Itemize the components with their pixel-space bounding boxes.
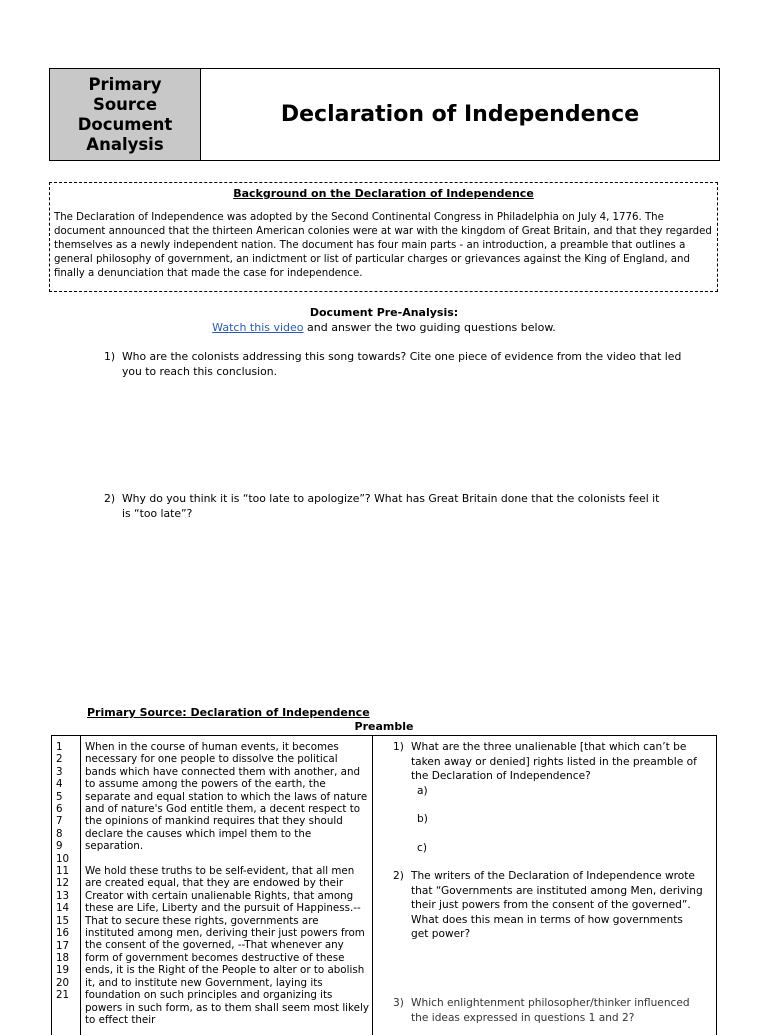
preamble-table xyxy=(51,735,717,1035)
pre-question-1 xyxy=(104,349,684,379)
section-title: Preamble xyxy=(354,720,414,733)
preamble-questions xyxy=(373,736,716,1035)
pre-analysis-title: Document Pre-Analysis: xyxy=(309,306,459,319)
line-number: 8 xyxy=(56,827,63,840)
line-number: 4 xyxy=(56,778,63,791)
document-header xyxy=(49,68,720,161)
line-number: 6 xyxy=(56,803,63,816)
line-number: 15 xyxy=(56,914,70,927)
question-text: The writers of the Declaration of Independence wrote that “Governments are instituted among Men, deriving their just powers from the consent of the governed”. What does this mean in terms of how governments get power? xyxy=(411,870,703,941)
line-number: 18 xyxy=(56,951,70,964)
line-number: 20 xyxy=(56,976,70,989)
line-number: 7 xyxy=(56,815,63,828)
question-text: Who are the colonists addressing this song towards? Cite one piece of evidence from the video that led you to reach this conclusion. xyxy=(122,350,682,378)
question-number: 1) xyxy=(393,741,404,753)
line-number: 21 xyxy=(56,989,70,1002)
line-number: 19 xyxy=(56,964,70,977)
preamble-question-3 xyxy=(393,996,703,1025)
question-number: 2) xyxy=(393,870,404,882)
video-link[interactable]: Watch this video xyxy=(212,321,304,334)
line-number: 3 xyxy=(56,765,63,778)
line-numbers xyxy=(52,736,81,1035)
preamble-question-2 xyxy=(393,869,703,942)
instructions-text: and answer the two guiding questions below. xyxy=(303,321,556,334)
line-number: 1 xyxy=(56,741,63,753)
primary-source-title: Primary Source: Declaration of Independence xyxy=(87,706,370,719)
question-number: 3) xyxy=(393,997,404,1009)
header-label: Primary Source Document Analysis xyxy=(50,69,201,160)
pre-analysis-instructions xyxy=(0,321,768,334)
background-title: Background on the Declaration of Independence xyxy=(233,187,534,200)
line-number: 10 xyxy=(56,852,70,865)
pre-question-2 xyxy=(104,491,664,521)
preamble-question-1 xyxy=(393,740,703,856)
line-number: 9 xyxy=(56,840,63,853)
question-text: Which enlightenment philosopher/thinker influenced the ideas expressed in questions 1 and 2? xyxy=(411,997,690,1024)
background-box xyxy=(49,182,718,292)
line-number: 2 xyxy=(56,753,63,766)
line-number: 16 xyxy=(56,927,70,940)
line-number: 12 xyxy=(56,877,70,890)
line-number: 11 xyxy=(56,865,70,878)
answer-a-label: a) xyxy=(417,784,428,797)
line-number: 13 xyxy=(56,889,70,902)
document-title: Declaration of Independence xyxy=(280,102,640,127)
answer-c-label: c) xyxy=(417,841,427,854)
preamble-text xyxy=(81,736,373,1035)
question-text: What are the three unalienable [that which can’t be taken away or denied] rights listed in the preamble of the Declaration of Independence? xyxy=(411,741,697,783)
preamble-paragraph-2: We hold these truths to be self-evident, that all men are created equal, that they are endowed by their Creator with certain unalienable Rights, that among these are Life, Liberty and the pursuit of Happiness.--That to secure these rights, governments are instituted among men, deriving their just powers from the consent of the governed, --That whenever any form of government becomes destructive of these ends, it is the Right of the People to alter or to abolish it, and to institute new Government, laying its foundation on such principles and organizing its powers in such form, as to them shall seem most likely to effect their xyxy=(85,865,369,1026)
question-number: 2) xyxy=(104,492,116,505)
background-text: The Declaration of Independence was adopted by the Second Continental Congress in Philadelphia on July 4, 1776. The document announced that the thirteen American colonies were at war with the kingdom of Great Britain, and that they regarded themselves as a newly independent nation. The document has four main parts - an introduction, a preamble that outlines a general philosophy of government, an indictment or list of particular charges or grievances against the King of England, and finally a denunciation that made the case for independence. xyxy=(54,212,712,279)
question-text: Why do you think it is “too late to apologize”? What has Great Britain done that the colonists feel it is “too late”? xyxy=(122,492,660,520)
question-number: 1) xyxy=(104,350,116,363)
line-number: 14 xyxy=(56,902,70,915)
line-number: 5 xyxy=(56,790,63,803)
line-number: 17 xyxy=(56,939,70,952)
answer-b-label: b) xyxy=(417,813,428,826)
preamble-paragraph-1: When in the course of human events, it becomes necessary for one people to dissolve the political bands which have connected them with another, and to assume among the powers of the earth, the separate and equal station to which the laws of nature and of nature's God entitle them, a decent respect to the opinions of mankind requires that they should declare the causes which impel them to the separation. xyxy=(85,741,368,853)
